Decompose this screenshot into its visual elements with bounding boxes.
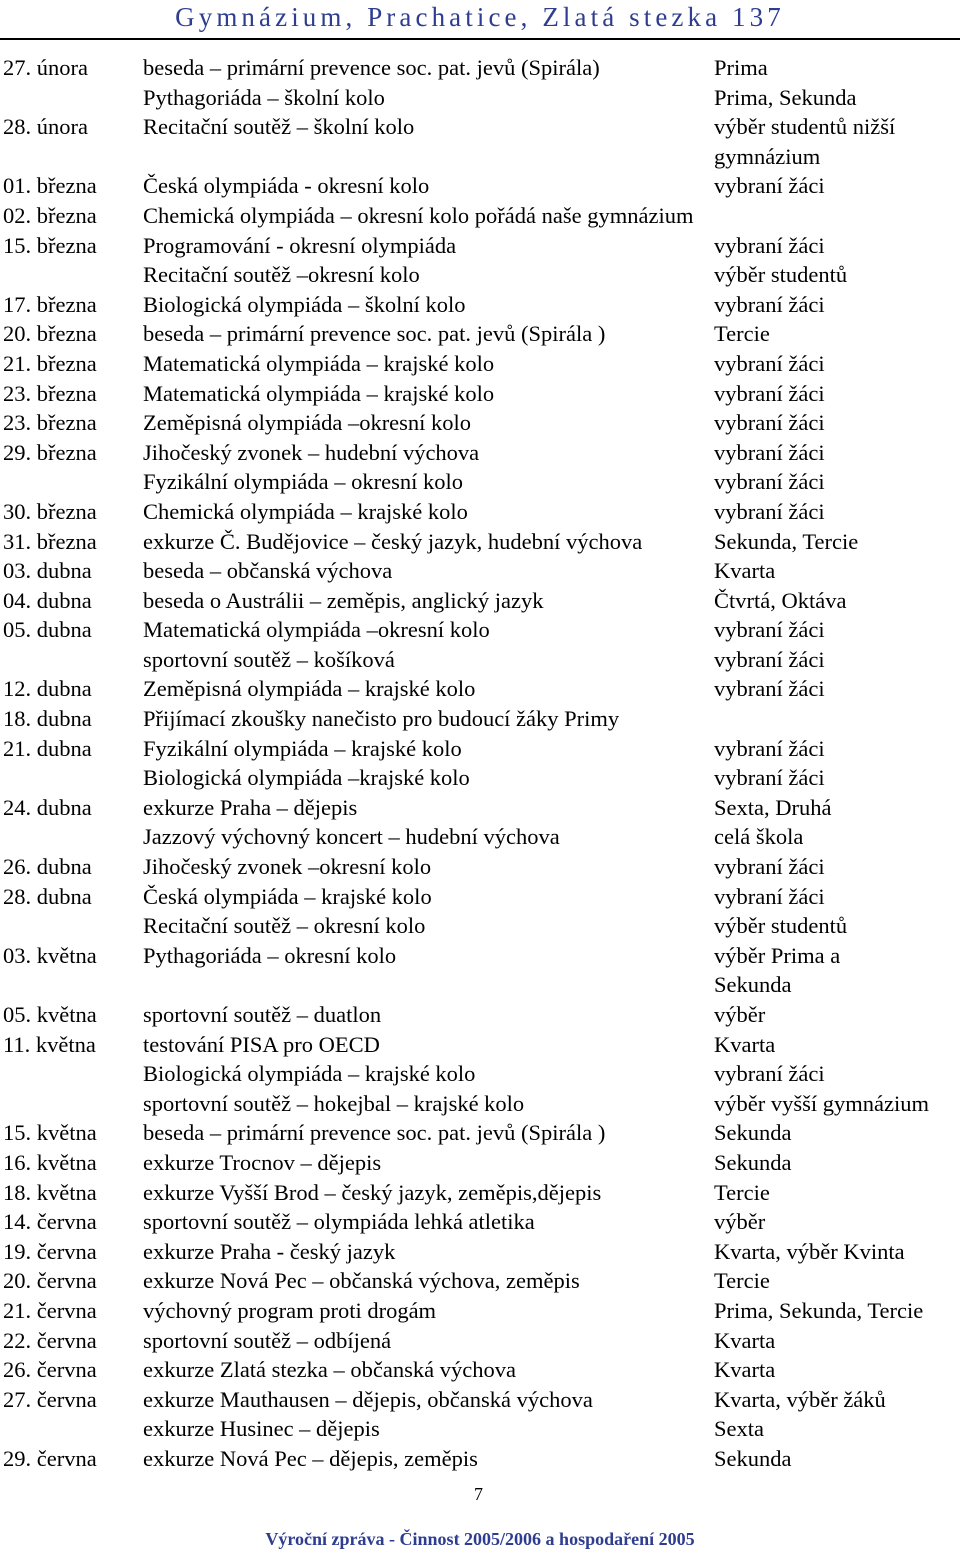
event-row (0, 1178, 960, 1208)
event-row (0, 290, 960, 320)
event-date: 31. března (3, 528, 97, 554)
event-description: Fyzikální olympiáda – okresní kolo (143, 469, 463, 495)
event-description: Recitační soutěž – okresní kolo (143, 913, 426, 939)
event-row (0, 1355, 960, 1385)
header-divider (0, 38, 960, 40)
event-participants: vybraní žáci (714, 1061, 825, 1087)
event-row (0, 1059, 960, 1089)
event-participants: vybraní žáci (714, 854, 825, 880)
event-description: Biologická olympiáda –krajské kolo (143, 765, 470, 791)
event-description: Přijímací zkoušky nanečisto pro budoucí žáky Primy (143, 706, 620, 732)
event-date: 16. května (3, 1149, 97, 1175)
event-participants: výběr studentů (714, 913, 848, 939)
event-participants: Sexta (714, 1416, 764, 1442)
event-participants: Sekunda (714, 972, 792, 998)
event-participants: Tercie (714, 1268, 770, 1294)
event-description: beseda – občanská výchova (143, 558, 393, 584)
event-row (0, 231, 960, 261)
event-participants: gymnázium (714, 143, 821, 169)
event-date: 18. května (3, 1179, 97, 1205)
event-row (0, 1237, 960, 1267)
event-date: 04. dubna (3, 587, 92, 613)
event-description: Fyzikální olympiáda – krajské kolo (143, 735, 462, 761)
event-row (0, 704, 960, 734)
event-row (0, 53, 960, 83)
event-row (0, 1385, 960, 1415)
event-row (0, 1030, 960, 1060)
event-participants: vybraní žáci (714, 439, 825, 465)
event-date: 01. března (3, 173, 97, 199)
event-participants: Tercie (714, 321, 770, 347)
event-date: 27. června (3, 1386, 97, 1412)
event-row (0, 1207, 960, 1237)
event-description: Programování - okresní olympiáda (143, 232, 457, 258)
event-description: exkurze Vyšší Brod – český jazyk, zeměpis,dějepis (143, 1179, 602, 1205)
event-row (0, 408, 960, 438)
event-date: 12. dubna (3, 676, 92, 702)
event-participants: vybraní žáci (714, 646, 825, 672)
event-participants: vybraní žáci (714, 735, 825, 761)
event-date: 20. března (3, 321, 97, 347)
event-participants: výběr studentů nižší (714, 114, 896, 140)
event-participants: Prima, Sekunda (714, 84, 857, 110)
event-participants: Kvarta, výběr žáků (714, 1386, 886, 1412)
event-participants: vybraní žáci (714, 410, 825, 436)
event-date: 23. března (3, 380, 97, 406)
event-participants: Kvarta (714, 1031, 776, 1057)
event-row (0, 201, 960, 231)
event-description: exkurze Trocnov – dějepis (143, 1149, 382, 1175)
event-participants: Čtvrtá, Oktáva (714, 587, 847, 613)
event-date: 27. února (3, 55, 88, 80)
event-description: Česká olympiáda – krajské kolo (143, 883, 432, 909)
event-description: exkurze Praha - český jazyk (143, 1238, 396, 1264)
event-row (0, 941, 960, 971)
event-description: beseda – primární prevence soc. pat. jevů (Spirála) (143, 55, 600, 80)
event-date: 21. června (3, 1297, 97, 1323)
event-participants: vybraní žáci (714, 350, 825, 376)
event-date: 02. března (3, 202, 97, 228)
event-row (0, 1296, 960, 1326)
event-description: beseda – primární prevence soc. pat. jevů (Spirála ) (143, 321, 606, 347)
event-row (0, 467, 960, 497)
event-description: Chemická olympiáda – krajské kolo (143, 498, 468, 524)
event-description: Jihočeský zvonek – hudební výchova (143, 439, 480, 465)
page-header: Gymnázium, Prachatice, Zlatá stezka 137 (175, 2, 785, 32)
event-participants: Kvarta, výběr Kvinta (714, 1238, 905, 1264)
event-row (0, 1118, 960, 1148)
event-row (0, 319, 960, 349)
event-participants: výběr Prima a (714, 942, 841, 968)
event-row (0, 1089, 960, 1119)
event-description: Pythagoriáda – okresní kolo (143, 942, 397, 968)
page-footer: Výroční zpráva - Činnost 2005/2006 a hospodaření 2005 (265, 1529, 695, 1549)
event-participants: celá škola (714, 824, 804, 850)
event-date: 15. března (3, 232, 97, 258)
event-description: Recitační soutěž – školní kolo (143, 114, 415, 140)
event-date: 14. června (3, 1209, 97, 1235)
event-date: 28. dubna (3, 883, 92, 909)
event-participants: Sekunda (714, 1149, 792, 1175)
event-participants: výběr (714, 1209, 766, 1235)
event-row (0, 438, 960, 468)
event-row (0, 1414, 960, 1444)
event-description: výchovný program proti drogám (143, 1297, 437, 1323)
event-row (0, 970, 960, 1000)
event-date: 03. května (3, 942, 97, 968)
event-date: 30. března (3, 498, 97, 524)
event-description: sportovní soutěž – košíková (143, 646, 395, 672)
event-date: 26. dubna (3, 854, 92, 880)
event-participants: Kvarta (714, 1357, 776, 1383)
event-participants: Sekunda (714, 1120, 792, 1146)
event-description: Pythagoriáda – školní kolo (143, 84, 385, 110)
event-date: 22. června (3, 1327, 97, 1353)
event-participants: Sekunda, Tercie (714, 528, 859, 554)
event-participants: vybraní žáci (714, 676, 825, 702)
event-row (0, 911, 960, 941)
event-row (0, 260, 960, 290)
event-row (0, 645, 960, 675)
event-description: beseda o Austrálii – zeměpis, anglický jazyk (143, 587, 544, 613)
event-row (0, 1148, 960, 1178)
event-row (0, 852, 960, 882)
event-description: Matematická olympiáda –okresní kolo (143, 617, 490, 643)
event-participants: vybraní žáci (714, 883, 825, 909)
event-description: sportovní soutěž – odbíjená (143, 1327, 392, 1353)
event-description: sportovní soutěž – hokejbal – krajské kolo (143, 1090, 525, 1116)
event-date: 29. června (3, 1445, 97, 1471)
event-row (0, 763, 960, 793)
event-row (0, 1266, 960, 1296)
event-date: 24. dubna (3, 794, 92, 820)
event-description: exkurze Praha – dějepis (143, 794, 358, 820)
event-description: Zeměpisná olympiáda – krajské kolo (143, 676, 476, 702)
event-row (0, 142, 960, 172)
event-description: sportovní soutěž – duatlon (143, 1002, 382, 1027)
event-row (0, 793, 960, 823)
event-description: Jihočeský zvonek –okresní kolo (143, 854, 432, 880)
event-description: Recitační soutěž –okresní kolo (143, 262, 420, 288)
event-row (0, 497, 960, 527)
event-description: exkurze Č. Budějovice – český jazyk, hudební výchova (143, 528, 643, 554)
event-date: 23. března (3, 410, 97, 436)
event-description: Matematická olympiáda – krajské kolo (143, 380, 495, 406)
event-row (0, 586, 960, 616)
event-date: 19. června (3, 1238, 97, 1264)
event-description: Biologická olympiáda – krajské kolo (143, 1061, 476, 1087)
event-description: beseda – primární prevence soc. pat. jevů (Spirála ) (143, 1120, 606, 1146)
event-description: exkurze Nová Pec – občanská výchova, zeměpis (143, 1268, 580, 1294)
event-row (0, 379, 960, 409)
page-number: 7 (474, 1484, 483, 1504)
event-description: Biologická olympiáda – školní kolo (143, 291, 466, 317)
event-participants: Sekunda (714, 1445, 792, 1471)
event-date: 15. května (3, 1120, 97, 1146)
event-participants: Tercie (714, 1179, 770, 1205)
event-participants: výběr (714, 1002, 766, 1027)
event-date: 05. května (3, 1002, 97, 1027)
event-row (0, 882, 960, 912)
event-date: 28. února (3, 114, 88, 140)
event-row (0, 112, 960, 142)
event-description: exkurze Nová Pec – dějepis, zeměpis (143, 1445, 478, 1471)
event-participants: Sexta, Druhá (714, 794, 832, 820)
event-row (0, 1326, 960, 1356)
event-row (0, 171, 960, 201)
event-participants: vybraní žáci (714, 232, 825, 258)
event-participants: vybraní žáci (714, 380, 825, 406)
event-description: exkurze Husinec – dějepis (143, 1416, 380, 1442)
event-participants: vybraní žáci (714, 498, 825, 524)
event-participants: výběr vyšší gymnázium (714, 1090, 929, 1116)
event-description: Chemická olympiáda – okresní kolo pořádá naše gymnázium (143, 202, 694, 228)
event-date: 03. dubna (3, 558, 92, 584)
event-row (0, 349, 960, 379)
event-description: Matematická olympiáda – krajské kolo (143, 350, 495, 376)
event-description: Jazzový výchovný koncert – hudební výchova (143, 824, 560, 850)
event-participants: výběr studentů (714, 262, 848, 288)
event-row (0, 674, 960, 704)
event-date: 18. dubna (3, 706, 92, 732)
event-row (0, 615, 960, 645)
event-description: Česká olympiáda - okresní kolo (143, 173, 430, 199)
event-description: Zeměpisná olympiáda –okresní kolo (143, 410, 472, 436)
event-description: testování PISA pro OECD (143, 1031, 380, 1057)
event-row (0, 556, 960, 586)
event-row (0, 734, 960, 764)
event-row (0, 1000, 960, 1030)
event-row (0, 822, 960, 852)
event-row (0, 1444, 960, 1474)
event-participants: Kvarta (714, 1327, 776, 1353)
event-list (0, 53, 960, 1474)
event-participants: Prima (714, 55, 768, 80)
event-date: 26. června (3, 1357, 97, 1383)
event-row (0, 83, 960, 113)
event-participants: vybraní žáci (714, 291, 825, 317)
event-participants: vybraní žáci (714, 469, 825, 495)
event-date: 21. dubna (3, 735, 92, 761)
event-participants: vybraní žáci (714, 173, 825, 199)
event-description: exkurze Zlatá stezka – občanská výchova (143, 1357, 516, 1383)
event-row (0, 527, 960, 557)
event-description: sportovní soutěž – olympiáda lehká atletika (143, 1209, 535, 1235)
event-date: 20. června (3, 1268, 97, 1294)
event-participants: vybraní žáci (714, 765, 825, 791)
event-date: 29. března (3, 439, 97, 465)
event-participants: vybraní žáci (714, 617, 825, 643)
event-participants: Kvarta (714, 558, 776, 584)
event-date: 17. března (3, 291, 97, 317)
event-date: 05. dubna (3, 617, 92, 643)
event-description: exkurze Mauthausen – dějepis, občanská výchova (143, 1386, 593, 1412)
event-date: 21. března (3, 350, 97, 376)
event-date: 11. května (3, 1031, 96, 1057)
event-participants: Prima, Sekunda, Tercie (714, 1297, 924, 1323)
